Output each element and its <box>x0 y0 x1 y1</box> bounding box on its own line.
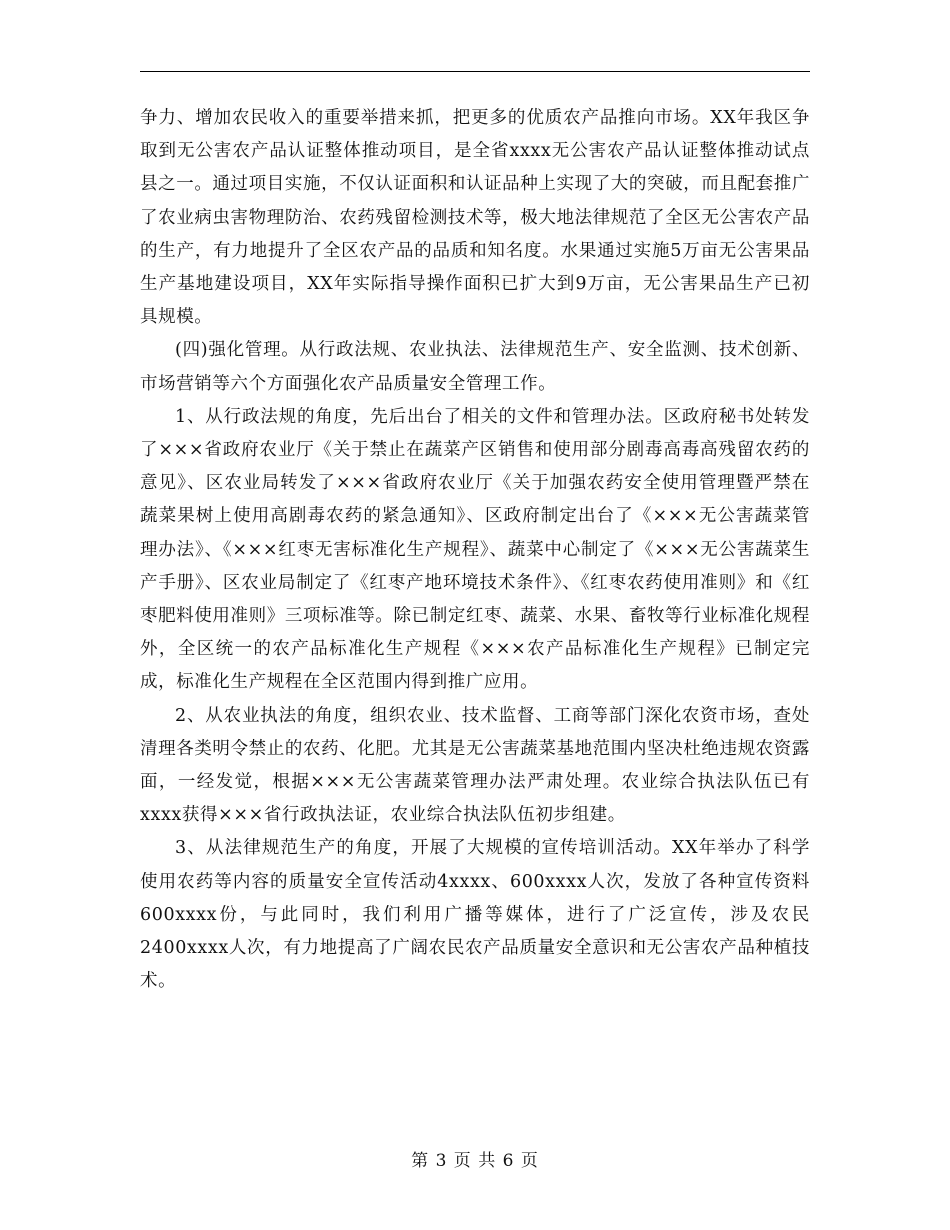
paragraph: 2、从农业执法的角度，组织农业、技术监督、工商等部门深化农资市场，查处清理各类明令禁止的农药、化肥。尤其是无公害蔬菜基地范围内坚决杜绝违规农资露面，一经发觉，根据×××无公害蔬菜管理办法严肃处理。农业综合执法队伍已有xxxx获得×××省行政执法证，农业综合执法队伍初步组建。 <box>140 705 810 826</box>
header-rule <box>140 71 810 72</box>
page-footer: 第 3 页 共 6 页 <box>411 1151 539 1171</box>
paragraph: (四)强化管理。从行政法规、农业执法、法律规范生产、安全监测、技术创新、市场营销等六个方面强化农产品质量安全管理工作。 <box>140 340 810 394</box>
paragraph: 争力、增加农民收入的重要举措来抓，把更多的优质农产品推向市场。XX年我区争取到无公害农产品认证整体推动项目，是全省xxxx无公害农产品认证整体推动试点县之一。通过项目实施，不仅认证面积和认证品种上实现了大的突破，而且配套推广了农业病虫害物理防治、农药残留检测技术等，极大地法律规范了全区无公害农产品的生产，有力地提升了全区农产品的品质和知名度。水果通过实施5万亩无公害果品生产基地建设项目，XX年实际指导操作面积已扩大到9万亩，无公害果品生产已初具规模。 <box>140 108 810 328</box>
document-body <box>140 102 810 998</box>
paragraph: 3、从法律规范生产的角度，开展了大规模的宣传培训活动。XX年举办了科学使用农药等内容的质量安全宣传活动4xxxx、600xxxx人次，发放了各种宣传资料600xxxx份，与此同时，我们利用广播等媒体，进行了广泛宣传，涉及农民2400xxxx人次，有力地提高了广阔农民农产品质量安全意识和无公害农产品种植技术。 <box>140 838 810 992</box>
paragraph: 1、从行政法规的角度，先后出台了相关的文件和管理办法。区政府秘书处转发了×××省政府农业厅《关于禁止在蔬菜产区销售和使用部分剧毒高毒高残留农药的意见》、区农业局转发了×××省政府农业厅《关于加强农药安全使用管理暨严禁在蔬菜果树上使用高剧毒农药的紧急通知》、区政府制定出台了《×××无公害蔬菜管理办法》、《×××红枣无害标准化生产规程》、蔬菜中心制定了《×××无公害蔬菜生产手册》、区农业局制定了《红枣产地环境技术条件》、《红枣农药使用准则》和《红枣肥料使用准则》三项标准等。除已制定红枣、蔬菜、水果、畜牧等行业标准化规程外，全区统一的农产品标准化生产规程《×××农产品标准化生产规程》已制定完成，标准化生产规程在全区范围内得到推广应用。 <box>140 406 810 693</box>
